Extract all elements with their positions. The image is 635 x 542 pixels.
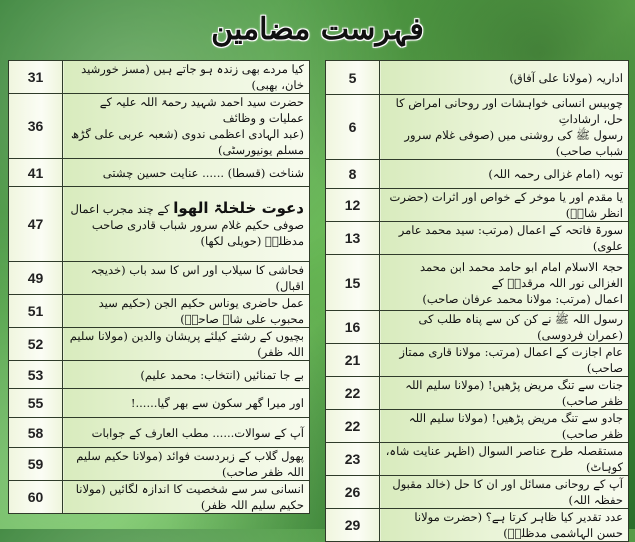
article-title[interactable] bbox=[380, 443, 629, 476]
highlighted-title: دعوت خلخلۃ الھوا bbox=[173, 198, 304, 217]
toc-row[interactable] bbox=[326, 160, 629, 189]
toc-row[interactable] bbox=[9, 187, 310, 262]
toc-row[interactable] bbox=[9, 328, 310, 361]
article-title[interactable] bbox=[380, 311, 629, 344]
article-title-line: انسانی سر سے شخصیت کا اندازہ لگائیں (مولانا حکیم سلیم اللہ ظفر) bbox=[75, 482, 304, 512]
article-title-line: جنات سے تنگ مریض پڑھیں! (مولانا سلیم اللہ ظفر صاحب) bbox=[405, 378, 623, 408]
page-number: 41 bbox=[9, 159, 63, 187]
page-number: 29 bbox=[326, 509, 380, 542]
toc-row[interactable] bbox=[326, 377, 629, 410]
article-title-line: رسول اللہ ﷺ نے کن کن سے پناہ طلب کی (عمران فردوسی) bbox=[418, 312, 623, 342]
article-title[interactable] bbox=[380, 222, 629, 255]
article-title-line: اعمال (مرتب: مولانا محمد عرفان صاحب) bbox=[422, 291, 623, 306]
page-number: 58 bbox=[9, 418, 63, 448]
page-number: 6 bbox=[326, 95, 380, 160]
page-number: 13 bbox=[326, 222, 380, 255]
article-title-line: توبہ (امام غزالی رحمہ اللہ) bbox=[488, 167, 623, 181]
article-title-line: بچیوں کے رشتے کیلئے پریشان والدین (مولانا سلیم اللہ ظفر) bbox=[69, 329, 304, 359]
article-title-line: چوبیس انسانی خواہشات اور روحانی امراض کا حل، ارشاداتِ bbox=[395, 96, 623, 126]
article-title[interactable] bbox=[63, 389, 310, 418]
article-title-line: مستقصلہ طرح عناصر السوال (اظہر عنایت شاہ، کوہاٹ) bbox=[385, 444, 623, 474]
page-number: 23 bbox=[326, 443, 380, 476]
article-title-line: کیا مردے بھی زندہ ہو جاتے ہیں (مسز خورشید خان، بھبی) bbox=[81, 62, 304, 92]
article-title[interactable] bbox=[63, 94, 310, 159]
toc-row[interactable] bbox=[326, 61, 629, 95]
toc-row[interactable] bbox=[326, 95, 629, 160]
article-title-line: بے جا تمنائیں (انتخاب: محمد علیم) bbox=[140, 367, 304, 382]
article-title[interactable] bbox=[380, 410, 629, 443]
article-title-line: عدد تقدیر کیا ظاہر کرتا ہے؟ (حضرت مولانا حسن الہاشمی مدظلہٗ) bbox=[414, 510, 623, 540]
toc-row[interactable] bbox=[9, 481, 310, 514]
page-number: 12 bbox=[326, 189, 380, 222]
toc-row[interactable] bbox=[326, 255, 629, 311]
article-title-line: اور میرا گھر سکون سے بھر گیا......! bbox=[130, 396, 304, 410]
toc-row[interactable] bbox=[9, 159, 310, 187]
page-number: 22 bbox=[326, 377, 380, 410]
article-title[interactable] bbox=[63, 295, 310, 328]
article-title-line: آپ کے روحانی مسائل اور ان کا حل (خالد مقبول حفظہ اللہ) bbox=[392, 477, 623, 507]
page-number: 47 bbox=[9, 187, 63, 262]
article-title[interactable] bbox=[380, 95, 629, 160]
page-number: 26 bbox=[326, 476, 380, 509]
article-title[interactable] bbox=[380, 476, 629, 509]
article-title[interactable] bbox=[63, 418, 310, 448]
toc-row[interactable] bbox=[326, 344, 629, 377]
article-title-line: عمل حاضری یوناس حکیم الجن (حکیم سید محبوب علی شاہ صاحبؒ) bbox=[98, 296, 304, 326]
article-title-line: دعوت خلخلۃ الھوا کے چند مجرب اعمال bbox=[70, 198, 304, 217]
page-number: 16 bbox=[326, 311, 380, 344]
page-number: 52 bbox=[9, 328, 63, 361]
article-title[interactable] bbox=[63, 328, 310, 361]
article-title[interactable] bbox=[380, 344, 629, 377]
toc-table-left bbox=[8, 60, 310, 514]
article-title-line: یا مقدم اور یا موخر کے خواص اور اثرات (حضرت انظر شاہؒ) bbox=[389, 190, 623, 220]
toc-row[interactable] bbox=[326, 222, 629, 255]
article-title[interactable] bbox=[380, 509, 629, 542]
page-number: 36 bbox=[9, 94, 63, 159]
toc-row[interactable] bbox=[9, 361, 310, 389]
article-title[interactable] bbox=[63, 262, 310, 295]
page-number: 15 bbox=[326, 255, 380, 311]
toc-row[interactable] bbox=[9, 389, 310, 418]
article-title-line: رسول ﷺ کی روشنی میں (صوفی غلام سرور شباب صاحب) bbox=[404, 128, 623, 158]
page-title: فہرست مضامین bbox=[211, 12, 424, 47]
article-title-line: (عبد الہادی اعظمی ندوی (شعبہ عربی علی گڑھ مسلم یونیورسٹی) bbox=[71, 127, 304, 157]
toc-row[interactable] bbox=[9, 94, 310, 159]
toc-row[interactable] bbox=[326, 443, 629, 476]
toc-row[interactable] bbox=[9, 262, 310, 295]
page-number: 49 bbox=[9, 262, 63, 295]
article-title[interactable] bbox=[380, 160, 629, 189]
article-title[interactable] bbox=[380, 255, 629, 311]
toc-row[interactable] bbox=[9, 448, 310, 481]
article-title-line: شناخت (قسطا) ...... عنایت حسین چشتی bbox=[102, 165, 304, 180]
page-number: 5 bbox=[326, 61, 380, 95]
article-title-line: حجۃ الاسلام امام ابو حامد محمد ابن محمد الغزالی نور اللہ مرقدہٗ کے bbox=[419, 259, 623, 290]
page-number: 8 bbox=[326, 160, 380, 189]
article-title[interactable] bbox=[63, 481, 310, 514]
article-title-line: جادو سے تنگ مریض پڑھیں! (مولانا سلیم اللہ ظفر صاحب) bbox=[408, 411, 623, 441]
article-title-line: پھول گلاب کے زبردست فوائد (مولانا حکیم سلیم اللہ ظفر صاحب) bbox=[76, 449, 304, 479]
page-number: 31 bbox=[9, 61, 63, 94]
toc-row[interactable] bbox=[326, 311, 629, 344]
toc-table-right bbox=[325, 60, 629, 542]
article-title-line: عام اجازت کے اعمال (مرتب: مولانا قاری ممتاز صاحب) bbox=[399, 345, 623, 375]
article-title-line: فحاشی کا سیلاب اور اس کا سد باب (خدیجہ اقبال) bbox=[90, 263, 304, 293]
page-number: 55 bbox=[9, 389, 63, 418]
page-number: 51 bbox=[9, 295, 63, 328]
article-title[interactable] bbox=[380, 377, 629, 410]
page-number: 60 bbox=[9, 481, 63, 514]
page-number: 53 bbox=[9, 361, 63, 389]
article-title[interactable] bbox=[380, 61, 629, 95]
article-title-line: سورۃ فاتحہ کے اعمال (مرتب: سید محمد عامر علوی) bbox=[398, 223, 623, 253]
page-number: 21 bbox=[326, 344, 380, 377]
toc-row[interactable] bbox=[9, 295, 310, 328]
article-title[interactable] bbox=[380, 189, 629, 222]
article-title[interactable] bbox=[63, 187, 310, 262]
toc-row[interactable] bbox=[326, 476, 629, 509]
article-title-line: اداریہ (مولانا علی آفاق) bbox=[509, 70, 623, 85]
article-title-line: آپ کے سوالات...... مطب العارف کے جوابات bbox=[91, 425, 304, 440]
toc-row[interactable] bbox=[326, 410, 629, 443]
toc-row[interactable] bbox=[9, 418, 310, 448]
toc-row[interactable] bbox=[326, 189, 629, 222]
article-title-line: حضرت سید احمد شہید رحمۃ اللہ علیہ کے عملیات و وظائف bbox=[99, 95, 304, 125]
toc-row[interactable] bbox=[326, 509, 629, 542]
page-number: 22 bbox=[326, 410, 380, 443]
toc-row[interactable] bbox=[9, 61, 310, 94]
article-title[interactable] bbox=[63, 159, 310, 187]
article-title-line: صوفی حکیم غلام سرور شباب قادری صاحب مدظلہٗ (حویلی لکھا) bbox=[91, 217, 304, 248]
article-title[interactable] bbox=[63, 61, 310, 94]
page-number: 59 bbox=[9, 448, 63, 481]
article-title[interactable] bbox=[63, 361, 310, 389]
article-title[interactable] bbox=[63, 448, 310, 481]
